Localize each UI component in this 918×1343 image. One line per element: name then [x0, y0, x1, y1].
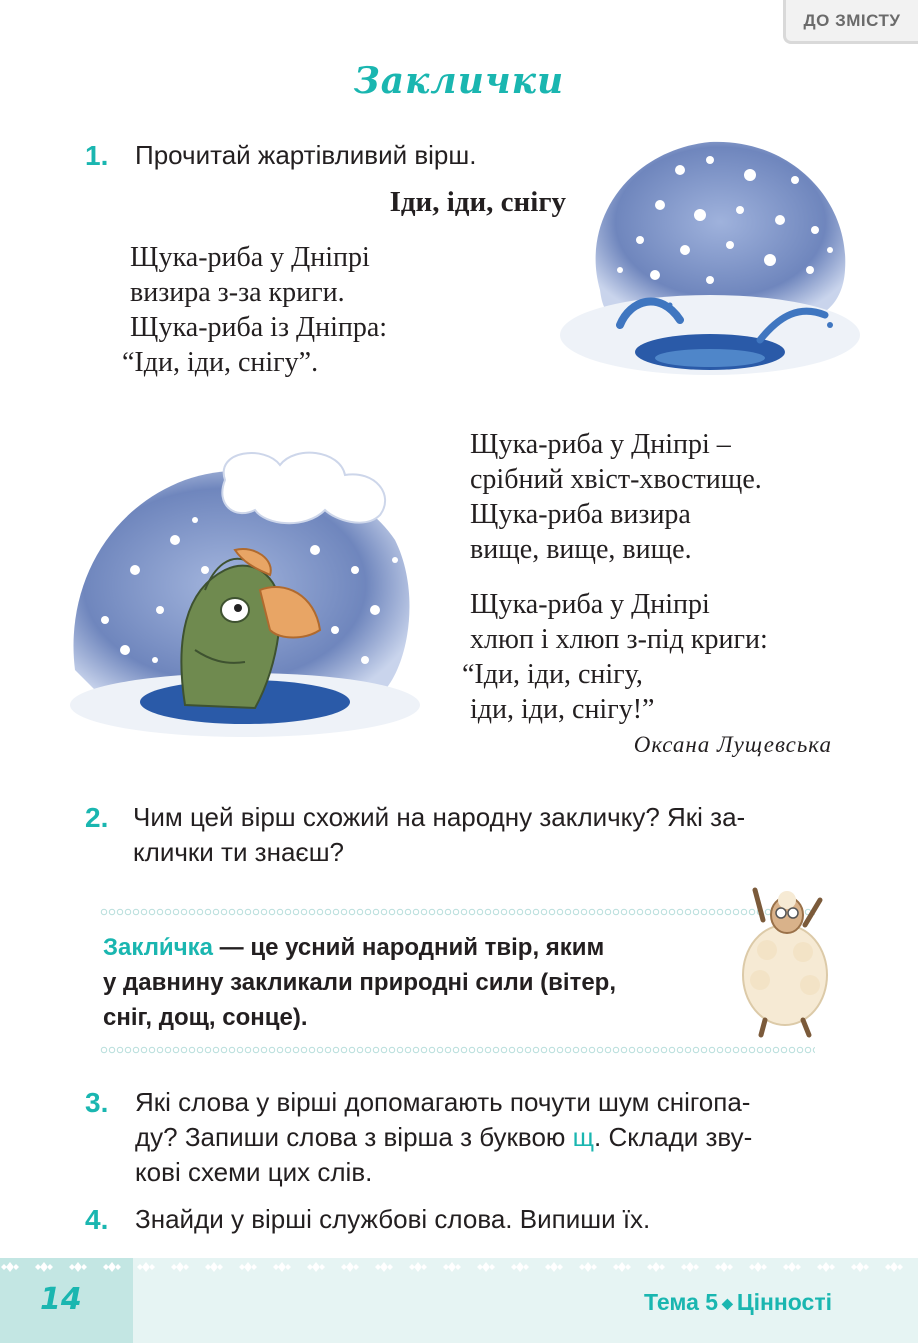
task-2-text	[133, 800, 745, 870]
task-1-number: 1.	[85, 140, 109, 171]
task-4-text: Знайди у вірші службові слова. Випиши їх.	[135, 1204, 651, 1234]
task-1-text: Прочитай жартівливий вірш.	[135, 140, 477, 170]
definition-term: Закли́чка	[103, 934, 213, 961]
ice-hole-splash-illustration	[560, 130, 860, 390]
highlighted-letter: щ	[572, 1122, 595, 1152]
poem-line: срібний хвіст-хвостище.	[470, 464, 762, 495]
ornament-mark	[783, 1262, 801, 1272]
task-3-number: 3.	[85, 1087, 109, 1118]
poem-line: Щука-риба у Дніпрі –	[470, 429, 731, 460]
ornament-mark	[409, 1262, 427, 1272]
ornament-mark	[817, 1262, 835, 1272]
ornament-mark	[851, 1262, 869, 1272]
poem-line: хлюп і хлюп з-під криги:	[470, 624, 768, 655]
poem-line: визира з-за криги.	[130, 277, 345, 308]
definition-line: сніг, дощ, сонце).	[103, 1004, 308, 1031]
poem-line: Щука-риба із Дніпра:	[130, 312, 388, 343]
ornament-mark	[647, 1262, 665, 1272]
task-3-text	[135, 1085, 752, 1190]
page-title: Заклички	[353, 60, 565, 102]
ornament-mark	[545, 1262, 563, 1272]
ornament-mark	[715, 1262, 733, 1272]
ornament-mark	[1, 1262, 19, 1272]
task-3-line: ду? Запиши слова з вірша з буквою щ. Склади зву-	[135, 1122, 753, 1152]
footer-ornament-icon	[0, 1258, 918, 1278]
ornament-mark	[35, 1262, 53, 1272]
poem-stanza-3	[462, 587, 768, 727]
task-2-line: клички ти знаєш?	[133, 837, 345, 867]
ornament-mark	[579, 1262, 597, 1272]
ornament-mark	[511, 1262, 529, 1272]
definition-line: у давнину закликали природні сили (вітер,	[103, 969, 616, 996]
ornament-mark	[477, 1262, 495, 1272]
sheep-mascot-icon	[725, 880, 835, 1040]
ornament-mark	[239, 1262, 257, 1272]
ornament-mark	[375, 1262, 393, 1272]
task-4-number: 4.	[85, 1204, 109, 1235]
poem-line: Щука-риба у Дніпрі	[470, 589, 710, 620]
diamond-icon: ◆	[722, 1295, 733, 1312]
poem-line: Щука-риба визира	[470, 499, 691, 530]
definition-box	[100, 900, 820, 1058]
definition-line: — це усний народний твір, яким	[212, 934, 605, 961]
toc-link[interactable]: ДО ЗМІСТУ	[783, 0, 918, 44]
poem-line: “Іди, іди, снігу,	[462, 659, 643, 690]
poem-line: “Іди, іди, снігу”.	[122, 347, 319, 378]
poem-line: іди, іди, снігу!”	[470, 694, 655, 725]
divider	[100, 1046, 815, 1054]
footer-theme-link[interactable]	[644, 1289, 832, 1316]
ornament-mark	[273, 1262, 291, 1272]
ornament-mark	[205, 1262, 223, 1272]
theme-name: Цінності	[736, 1289, 832, 1315]
task-3-line: Які слова у вірші допомагають почути шум снігопа-	[135, 1087, 751, 1117]
task-2-line: Чим цей вірш схожий на народну закличку? Які за-	[133, 802, 746, 832]
ornament-mark	[749, 1262, 767, 1272]
task-3-line: кові схеми цих слів.	[135, 1157, 373, 1187]
ornament-mark	[341, 1262, 359, 1272]
poem-line: Щука-риба у Дніпрі	[130, 242, 370, 273]
poem-title: Іди, іди, снігу	[389, 186, 566, 218]
divider	[100, 908, 815, 916]
ornament-mark	[681, 1262, 699, 1272]
poem-author: Оксана Лущевська	[633, 732, 832, 757]
poem-stanza-2	[462, 427, 762, 567]
pike-fish-illustration	[65, 440, 425, 740]
ornament-mark	[171, 1262, 189, 1272]
page-number: 14	[40, 1282, 82, 1317]
ornament-mark	[307, 1262, 325, 1272]
ornament-mark	[137, 1262, 155, 1272]
poem-stanza-1	[122, 240, 387, 380]
theme-label: Тема 5	[643, 1289, 719, 1315]
ornament-mark	[103, 1262, 121, 1272]
ornament-mark	[69, 1262, 87, 1272]
poem-line: вище, вище, вище.	[470, 534, 692, 565]
ornament-mark	[885, 1262, 903, 1272]
definition-text	[103, 930, 733, 1035]
task-2-number: 2.	[85, 802, 109, 833]
ornament-mark	[613, 1262, 631, 1272]
ornament-mark	[443, 1262, 461, 1272]
